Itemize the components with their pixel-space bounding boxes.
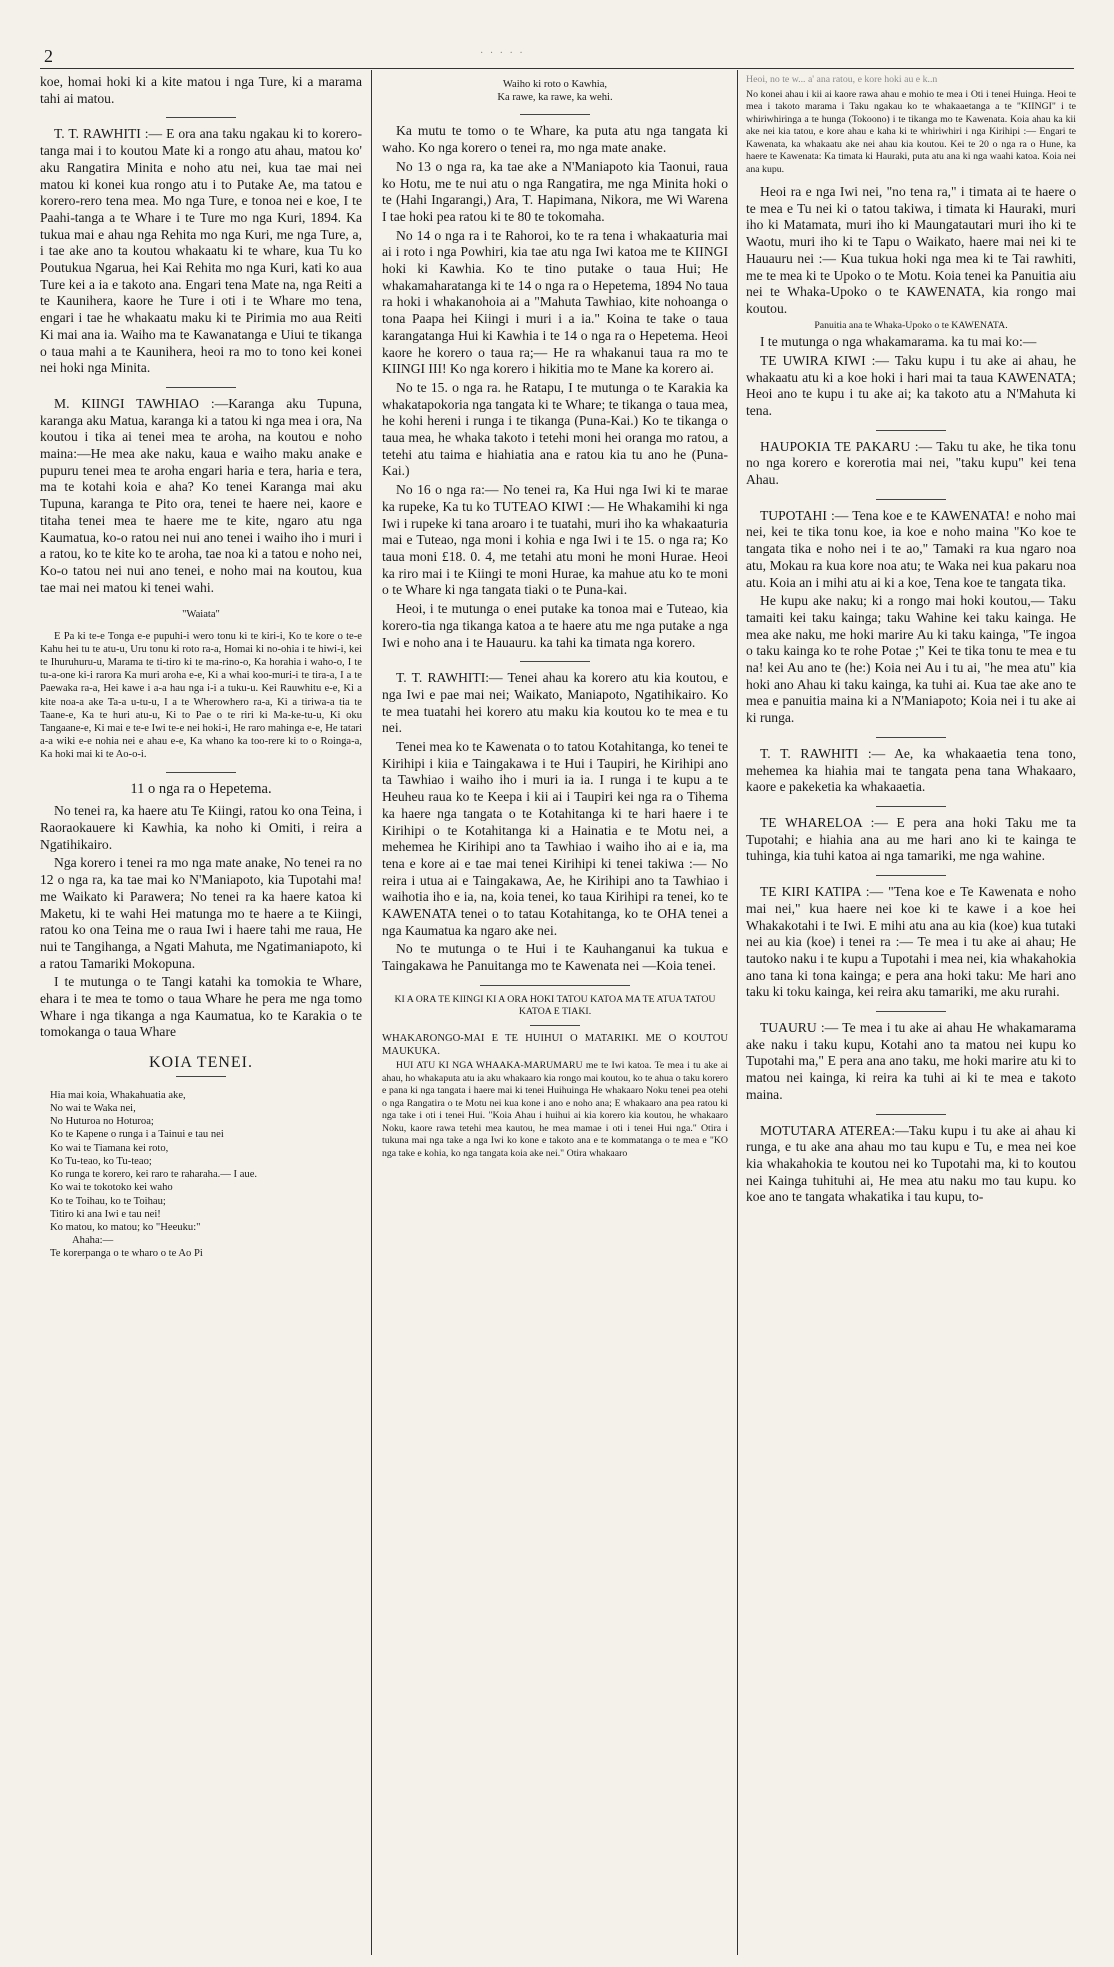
separator <box>530 1025 580 1026</box>
separator <box>876 806 946 807</box>
column-3 <box>746 74 1076 1954</box>
hymn-line: No Huturoa no Hoturoa; <box>50 1116 154 1128</box>
hymn-line: Titiro ki ana Iwi e tau nei! <box>50 1208 161 1220</box>
hymn-line: Ko wai te Tiamana kei roto, <box>50 1142 169 1154</box>
hymn-line: Ko te Kapene o runga i a Tainui e tau nei <box>50 1129 224 1141</box>
notice-heading: KI A ORA TE KIINGI KI A ORA HOKI TATOU KATOA MA TE ATUA TATOU KATOA E TIAKI. <box>394 993 716 1018</box>
paragraph: koe, homai hoki ki a kite matou i nga Ture, ki a marama tahi ai matou. <box>40 74 362 106</box>
paragraph: No tenei ra, ka haere atu Te Kiingi, ratou ko ona Teina, i Raoraokauere ki Kawhia, ka noho ki Omiti, i reira a Ngatihikairo. <box>40 803 362 852</box>
paragraph: He kupu ake naku; ki a rongo mai hoki koutou,— Taku tamaiti kei taku kainga; taku Wahine kei taku kainga. He mea ake naku, me hoki marire Au ki taku kainga, "Te ingoa o taku kainga ko te rohe Potae ;" Kei te tika tonu te mea e tu na! kei Au ano te (he:) Koia nei Au i tu ai, "he mea atu" kia hoki ano Ahau ki taku kainga, ka tuhi ai. Kua tae ake ano te mea e panuitia maina ki a N'Maniapoto; Koia nei i tu ake ai ki runga. <box>746 593 1076 726</box>
paragraph: Heoi, i te mutunga o enei putake ka tonoa mai e Tuteao, kia korero-tia nga tikanga katoa a te haere atu me nga putake a nga Iwi e noho ana i te Hauauru. ka tahi ka timata nga korero. <box>382 601 728 650</box>
separator <box>876 875 946 876</box>
notice-body: HUI ATU KI NGA WHAAKA-MARUMARU me te Iwi katoa. Te mea i tu ake ai ahau, ho whakaputa atu ia aku whakaaro kia rongo mai koutou, ko te ahua o taku korero e pana ki nga tangata i haere mai ki tenei Huihuinga He whakaaro Noku tenei pea otehi o nga Rangatira o te Motu nei kua kone i ano e noho ana; E whakaaro ana pea ratou ki nga take i oti i tenei Hui. "Koia Ahau i huihui ai kia korero kia koutou, he whakaaro Noku, kaore rawa tetehi mea kautou, he mea mamae i oti i tenei Hui nga." Otira i tukuna mai nga take a nga Iwi ko kone e takoto ana e te kommatanga o te mea e "KO nga take e kohia, ko nga tangata koia ake nei." Otira whakaaro <box>382 1060 728 1159</box>
section-heading: KOIA TENEI. <box>148 1054 254 1072</box>
hymn <box>40 1089 362 1261</box>
column-rule-2 <box>737 70 738 1955</box>
paragraph: Ka mutu te tomo o te Whare, ka puta atu nga tangata ki waho. Ko nga korero o tenei ra, mo nga mate anake. <box>382 123 728 156</box>
paragraph: I te mutunga o te Tangi katahi ka tomokia te Whare, ehara i te mea te tomo o taua Whare he pera me nga tomo Whare i nga tikanga a nga Kaumatua, ko te Karakia o te tomokanga o taua Whare <box>40 974 362 1040</box>
column-2 <box>382 74 728 1954</box>
speech-haupokia: HAUPOKIA TE PAKARU :— Taku tu ake, he tika tonu no nga korero e korerotia mai nei, "taku kupu" kei tena Ahau. <box>746 438 1076 488</box>
speech-kiri-katipa: TE KIRI KATIPA :— "Tena koe e Te Kawenata e noho mai nei," kua haere nei koe ki te kawe i a koe hei Whakakotahi i te Iwi. E mihi atu ana au kia (koe) kua tutaki nei au kia (koe) i tenei ra :— Te mea i tu ake ai ahau; He tautoko naku i te kupu a Tupotahi i mea nei, kia whakahokia ano tana ki tona kainga; e pera ana hoki taku: Me hari ano taku ki toku kainga, kei reira aku tamariki, me aku rurahi. <box>746 884 1076 1000</box>
separator <box>166 387 236 388</box>
verse-line: Ka rawe, ka rawe, ka wehi. <box>497 92 613 104</box>
hymn-line: Ko runga te korero, kei raro te raharaha.— I aue. <box>50 1169 258 1181</box>
hymn-line: Ko te Toihau, ko te Toihau; <box>50 1195 166 1207</box>
column-1 <box>40 74 362 1954</box>
separator <box>876 737 946 738</box>
speech-motutara: MOTUTARA ATEREA:—Taku kupu i tu ake ai ahau ki runga, e tu ake ana ahau mo tau kupu e Tu, e mea nei koe kia whakahokia te koutou nei ko Tupotahi ma, ki to koutou nei Kainga tuhituhi ai, He mea atu naku mo tau kupu. ko koe ano te tangata whakatika i tau kupu, to- <box>746 1122 1076 1205</box>
column-rule-1 <box>371 70 372 1955</box>
separator <box>876 1114 946 1115</box>
speech-wharoloa: TE WHARELOA :— E pera ana hoki Taku me ta Tupotahi; e hiahia ana au me hari ano ki te kainga te tuhinga, kia tuhi katoa ai nga tamariki, me nga wahine. <box>746 815 1076 864</box>
notice-continued: No konei ahau i kii ai kaore rawa ahau e mohio te mea i Oti i tenei Huinga. Heoi te mea i takoto marama i Taku ngakau ko te whakaaetanga a te "KIINGI" i te whiriwhiringa a te hunga (Tokoono) i te tikanga mo te Kawenata. Koia ahau ka kii ake nei kia tatou, e kore ahau e kaha ki te whiriwhiri i nga Kirihipi :— Engari te Kawenata, ka whakaatu ake nei ahau kia koutou. Kei te 20 o nga ra o Hune, ka haere te Kawenata: Ka timata ki Hauraki, puta atu ana ki nga waahi katoa. Koia nei ana kupu. <box>746 88 1076 175</box>
speech-kiingi-tawhiao: M. KIINGI TAWHIAO :—Karanga aku Tupuna, karanga aku Matua, karanga ki a tatou ki nga mea i ora, Na koutou i tika ai tenei mea te aroha, na koutou e noho maina:—He mea ake naku, kaua e waiho maku anake e pupuru tenei mea te aroha engari haria e tera, haria e tera, ma te kotahi koia e aha? Ko tenei Karanga mai aku Tupuna, karanga te Pito ora, tenei te haere nei, kaore e titaha tenei mea te haere me te kite, ngaro atu nga Kaumatua, ko-o ratou nei nui ano tenei i waiho iho i muri i a ratou, ko te kite ko te aroha, tae noa ki a tatou e noho nei, Ko-o tatou nei nui ano tenei, e noho mai na koutou, kua tae mai nei matou ki tenei wahi. <box>40 395 362 595</box>
separator <box>166 772 236 773</box>
separator <box>166 117 236 118</box>
masthead: · · · · · <box>480 48 525 59</box>
hymn-line: Ahaha:— <box>72 1235 114 1247</box>
waiata-title: "Waiata" <box>182 609 220 621</box>
paragraph: Tenei mea ko te Kawenata o to tatou Kotahitanga, ko tenei te Kirihipi i kiia e Taingakawa i te Hui i Taupiri, he Kirihipi ano ta Tawhiao i waiho iho i muri ia ia. I runga i te kupu a te Heuheu raua ko te Keepa i kii ai i Taupiri kei nga ra o Tihema ka haere nga tangata o te Kotahitanga ki te hari haere i te Kirihipi o te Kotahitanga ki a Hainatia e te Motu nei, a mehemea he Kirihipi ano ta Tawhiao i waiho iho ai e ia, ma tena e kore ai e tae mai tenei Kirihipi ki tenei takiwa :— No reira i utua ai e Taingakawa, Ae, he Kirihipi ano ta Tawhiao i waihotia iho e ia, na, koia tenei, ko taua Kirihipi ra tenei, ko te KAWENATA tenei o to tatau Kotahitanga, ko te OHA tenei a nga Kaumatua ka ngaro ake nei. <box>382 739 728 938</box>
speech-rawhiti: T. T. RAWHITI :— E ora ana taku ngakau ki to korero-tanga mai i to koutou Mate ki a rongo atu ahau, matou ko' aku Rangatira Minita e noho atu nei, kua tae mai nei matou ki konei kua rongo atu i to Putake Ae, ma tatou e korero-rero tena mea. Mo nga Ture, e tonoa nei e koe, I te Paahi-tanga a te Whare i te Ture mo nga Kuri, 1894. Ka tukua mai e ahau nga Rehita mo nga Kuri, me nga Ture, a, i tae ake ano ta koutou whakaatu ki te whare, kua Tu ko Poutukua Ngarua, hei Kai Rehita mo nga Kuri, kati ko aua Ture kei a ia e takoto ana. Engari tena Mate na, nga Reiti a te Kaunihera, kaore he Ture i oti i te Whare mo tena, engari i tae he whakaatu maku ki te Pirimia mo aua Reiti Ki mai ana ia. Waiho ma te Kawanatanga e Uiui te tikanga o taua mahi a te Kaunihera, heoi ra mo to tono kei konei nei hoki nga Minita. <box>40 126 362 376</box>
speech-rawhiti: T. T. RAWHITI :— Ae, ka whakaaetia tena tono, mehemea ka hiahia mai te tangata pena tana Whakaaro, kaore e pakeketia ka whakaaetia. <box>746 745 1076 795</box>
paragraph: Heoi ra e nga Iwi nei, "no tena ra," i timata ai te haere o te mea e Tu nei ki o tatou takiwa, i timata ki Hauraki, muri iho ki Matamata, muri iho ki Maungatautari muri iho ki te Waotu, muri iho ki te Tapu o Waikato, haere mai nei ki te Hauauru nei :— Kua tukua hoki nga mea ki te Tai rawhiti, me te mea ki te Upoko o te Motu. Koia tenei ka Panuitia aiu nei te Whaka-Upoko o te KAWENATA, kia rongo mai koutou. <box>746 184 1076 316</box>
separator <box>480 985 630 986</box>
separator <box>876 499 946 500</box>
paragraph: No te mutunga o te Hui i te Kauhanganui ka tukua e Taingakawa he Panuitanga mo te Kawenata nei —Koia tenei. <box>382 941 728 974</box>
verse-line: Waiho ki roto o Kawhia, <box>502 79 608 90</box>
paragraph: Nga korero i tenei ra mo nga mate anake, No tenei ra no 12 o nga ra, ka tae mai ko N'Maniapoto, kia Tupotahi ma! me Waikato ki Parawera; No tenei ra ka haere katoa ki Maketu, ki te wahi Hei matunga mo te haere a te Kiingi, ratou ko ona Teina me o raua Iwi i haere tahi me raua, He nui te Tangihanga, a Ngati Mahuta, me Ngatimaniapoto, ki a ratou Tamariki Mokopuna. <box>40 855 362 971</box>
paragraph: No te 15. o nga ra. he Ratapu, I te mutunga o te Karakia ka whakatapokoria nga tangata ki te Whare; te tikanga o taua mea, he kohi hereni i runga i te tikanga (Puna-Kai.) Ko te tikanga o taua mea, he whaka takoto i tetehi moni hei oranga mo ratou, a tetehi atu taima e hiahiatia ana e ratou kia tu ano he (Puna-Kai.) <box>382 379 728 479</box>
paragraph: No 13 o nga ra, ka tae ake a N'Maniapoto kia Taonui, raua ko Hotu, me te nui atu o nga Rangatira, me nga Minita hoki o te (Hahi Ingarangi,) Ara, T. Hapimana, Nikora, me Wi Warena I tae hoki pea ratou ki te 80 te tokomaha. <box>382 158 728 224</box>
separator <box>876 430 946 431</box>
faded-text: Heoi, no te w... a' ana ratou, e kore hoki au e k..n <box>746 74 938 85</box>
hymn-line: Ko Tu-teao, ko Tu-teao; <box>50 1155 152 1167</box>
hymn-line: Ko matou, ko matou; ko "Heeuku:" <box>50 1221 201 1233</box>
waiata-text: E Pa ki te-e Tonga e-e pupuhi-i wero tonu ki te kiri-i, Ko te kore o te-e Kahu hei tu te atu-u, Uru tonu ki roto ra-a, Homai ki no-ohia i te hiwi-i, kei te Ihuruhuru-u, Marama te ti-tiro ki te ma-rino-o, Ka horahia i waho-o, I te tu-a-one ki-i rarora Ka muri aroha e-e, Ki a whai koo-muri-i te tira-a, I a te Paewaka ra-a, Hei kawe i a-a hau nga i-i a tuku-u. Kei Rauwhitu e-e, Ki a kite noa-a ake Ta-a u-tu-u, I a te Wherowhero ra-a, Ki a tiriwa-a tia te Taane-e, Ka te huri atu-u, Ki to Pae o te riri ki Ma-ke-tu-u, Ki oku Tangaane-e, Ki mai e te-e Iwi te-e nei hoki-i, He raro mahinga e-e, He tatari a-a wiki e-e nohia nei e ahau e-e, Ka whano ka too-rere ki to o Roinga-a, Ka hoki mai ki te Ao-o-i. <box>40 630 362 761</box>
separator <box>520 661 590 662</box>
note: Panuitia ana te Whaka-Upoko o te KAWENATA. <box>814 319 1008 331</box>
speech-uwira-kiwi: TE UWIRA KIWI :— Taku kupu i tu ake ai ahau, he whakaatu atu ki a koe hoki i hari mai ta taua KAWENATA; Heoi ano te kupu i tu ake ai; ka takoto atu a N'Mahuta ki tena. <box>746 352 1076 418</box>
hymn-line: Te korerpanga o te wharo o te Ao Pi <box>50 1248 203 1260</box>
speech-tupotahi: TUPOTAHI :— Tena koe e te KAWENATA! e noho mai nei, kei te tika tonu koe, ia koe e noho maina "Ko koe te tangata tika e noho nei i te ao," Tamaki ra kua ngaro noa atu, Mokau ra kua kore noa atu; te Waka nei kua pakaru noa atu. Koia an i mihi atu ai ki a koe, Tena koe te tangata tika. <box>746 507 1076 590</box>
separator <box>876 1011 946 1012</box>
speech-tuauru: TUAURU :— Te mea i tu ake ai ahau He whakamarama ake naku i taku kupu, Kotahi ano ta matou nei kupu ko Tupotahi ma," E pera ana ano taku, me hoki marire atu ki to matou nei kainga, ki reira ka tuhi ai ki te mea e takoto maina. <box>746 1020 1076 1102</box>
top-rule <box>40 68 1074 69</box>
hymn-line: Hia mai koia, Whakahuatia ake, <box>50 1089 186 1101</box>
hymn-line: Ko wai te tokotoko kei waho <box>50 1182 173 1194</box>
speech-rawhiti: T. T. RAWHITI:— Tenei ahau ka korero atu kia koutou, e nga Iwi e pae mai nei; Waikato, Maniapoto, Ngatihikairo. Ko te mea tuatahi hei korero atu maku kia koutou ko te mea e tu nei. <box>382 670 728 736</box>
page-number: 2 <box>44 46 53 66</box>
hymn-line: No wai te Waka nei, <box>50 1103 136 1115</box>
notice-subheading: WHAKARONGO-MAI E TE HUIHUI O MATARIKI. ME O KOUTOU MAUKUKA. <box>382 1032 728 1058</box>
paragraph: I te mutunga o nga whakamarama. ka tu mai ko:— <box>760 334 1037 350</box>
date-heading: 11 o nga ra o Hepetema. <box>130 780 272 797</box>
paragraph: No 16 o nga ra:— No tenei ra, Ka Hui nga Iwi ki te marae ka rupeke, Ka tu ko TUTEAO KIWI :— He Whakamihi ki nga Iwi i rupeke ki tana aroaro i te tuatahi, muri iho ka whakaaturia mai e Tuteao, nga moni i kohia e nga Iwi i te 15. o nga ra; Ko taua moni £18. 0. 4, me tetahi atu moni he moni Hurae. Heoi ka riro mai i te Kiingi te moni Hurae, ka mahue atu ko te moni o te Whare ki nga tangata tiaki o te Puna-kai. <box>382 482 728 598</box>
separator <box>176 1076 226 1077</box>
paragraph: No 14 o nga ra i te Rahoroi, ko te ra tena i whakaaturia mai ai i roto i nga Powhiri, kia tae atu nga Iwi katoa me te KIINGI hoki ki Kawhia. Ko te tino putake o taua Hui; He whakamaharatanga ki te 14 o nga ra o Hepetema, 1894 No taua ra hoki i whakanohoia ai a "Mahuta Tawhiao, kite nohoanga o tona Paapa hei Kiingi i muri i a ia." Koina te take o taua karangatanga Hui ki Kawhia i te 14 o nga ra o Hepetema. Heoi kaore he korero o taua ra;— He ra whakanui taua ra mo te KIINGI III! Ko nga korero i hikitia mo te Mane ka korero ai. <box>382 227 728 377</box>
separator <box>520 114 590 115</box>
